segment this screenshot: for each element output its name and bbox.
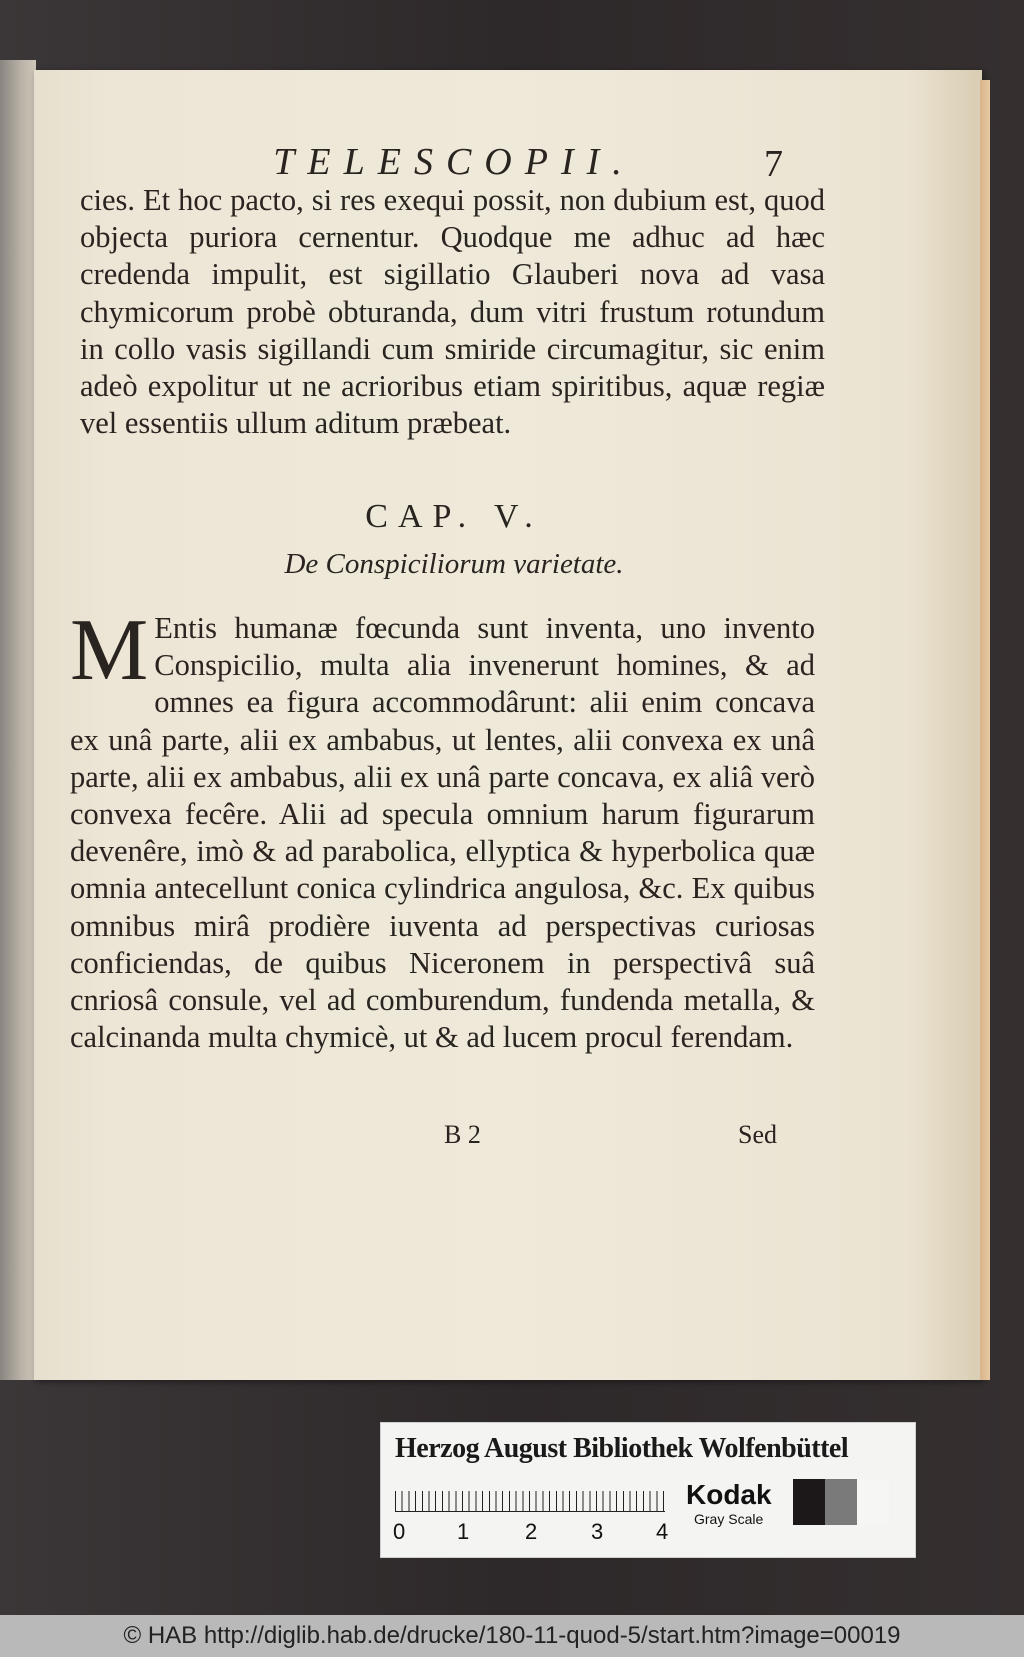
gray-swatches xyxy=(793,1479,889,1525)
kodak-logo: Kodak xyxy=(686,1479,772,1510)
color-calibration-card xyxy=(380,1422,916,1558)
dropcap-letter: M xyxy=(70,602,149,699)
copyright-footer xyxy=(0,1615,1024,1657)
swatch-black xyxy=(793,1479,825,1525)
previous-page-edge xyxy=(0,60,36,1380)
page-number: 7 xyxy=(764,143,783,185)
paragraph-2 xyxy=(70,602,815,1056)
chapter-subtitle: De Conspiciliorum varietate. xyxy=(284,548,624,580)
swatch-gray xyxy=(825,1479,857,1525)
ruler-scale xyxy=(395,1481,665,1512)
ruler-label-1: 1 xyxy=(457,1519,470,1544)
library-name: Herzog August Bibliothek Wolfenbüttel xyxy=(395,1433,849,1464)
page-fore-edge xyxy=(980,80,990,1380)
ruler-label-3: 3 xyxy=(591,1519,604,1544)
swatch-white xyxy=(857,1479,889,1525)
footer-text: © HAB http://diglib.hab.de/drucke/180-11-quod-5/start.htm?image=00019 xyxy=(123,1622,901,1649)
chapter-title: CAP. V. xyxy=(365,498,543,535)
running-head: TELESCOPII. xyxy=(273,141,635,183)
ruler-label-0: 0 xyxy=(393,1519,406,1544)
ruler-label-2: 2 xyxy=(525,1519,538,1544)
catchword: Sed xyxy=(738,1120,777,1149)
ruler-label-4: 4 xyxy=(656,1519,669,1544)
paragraph-2-text: Entis humanæ fœcunda sunt inventa, uno invento Conspicilio, multa alia invenerunt homines, & ad omnes ea figura accommodârunt: alii enim concava ex unâ parte, alii ex ambabus, ut lentes, alii convexa ex unâ parte, alii ex ambabus, alii ex unâ parte concava, ex aliâ verò convexa fecêre. Alii ad specula omnium harum figurarum devenêre, imò & ad parabolica, ellyptica & hyperbolica quæ omnia antecellunt conica cylindrica angulosa, &c. Ex quibus omnibus mirâ prodière iuventa ad perspectivas curiosas conficiendas, de quibus Niceronem in perspectivâ suâ cnriosâ consule, vel ad comburendum, fundenda metalla, & calcinanda multa chymicè, ut & ad lucem procul ferendam. xyxy=(70,611,815,1055)
book-page xyxy=(34,70,982,1380)
gray-scale-label: Gray Scale xyxy=(694,1511,764,1527)
signature-mark: B 2 xyxy=(444,1120,481,1149)
paragraph-1: cies. Et hoc pacto, si res exequi possit, non dubium est, quod objecta puriora cernentur. Quodque me adhuc ad hæc credenda impulit, est sigillatio Glauberi nova ad vasa chymicorum probè obturanda, dum vitri frustum rotundum in collo vasis sigillandi cum smiride circumagitur, sic enim adeò expolitur ut ne acrioribus etiam spiritibus, aquæ regiæ vel essentiis ullum aditum præbeat. xyxy=(80,183,825,441)
